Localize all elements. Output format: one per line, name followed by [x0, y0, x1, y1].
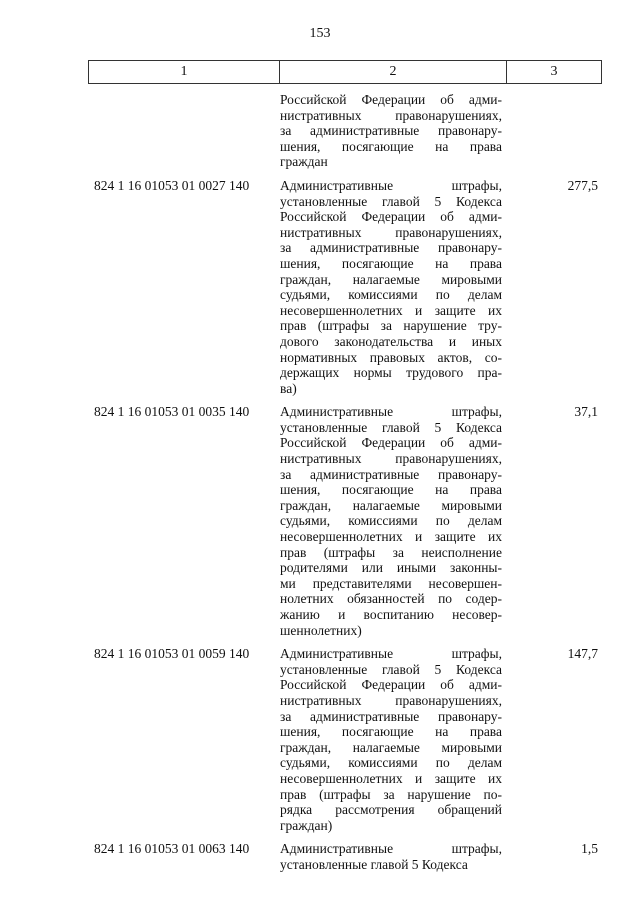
description-line: шения, посягающие на права — [280, 255, 502, 271]
description-line: граждан, налагаемые мировыми — [280, 739, 502, 755]
description-line: Административные штрафы, — [280, 404, 502, 420]
description-line: шения, посягающие на права — [280, 482, 502, 498]
header-col-2: 2 — [280, 61, 507, 84]
amount: 1,5 — [581, 841, 598, 857]
description-line: шеннолетних) — [280, 622, 362, 638]
description-line: ми представителями несовершен- — [280, 575, 502, 591]
description-line: за административные правонару- — [280, 240, 502, 256]
description-line: рядка рассмотрения обращений — [280, 802, 502, 818]
amount: 147,7 — [567, 646, 598, 662]
budget-code: 824 1 16 01053 01 0063 140 — [94, 841, 250, 857]
description-line: родителями или иными законны- — [280, 560, 502, 576]
amount: 37,1 — [574, 404, 598, 420]
row-description — [280, 92, 502, 170]
description-line: прав (штрафы за нарушение тру- — [280, 318, 502, 334]
description-line: несовершеннолетних и защите их — [280, 529, 502, 545]
page-number: 153 — [309, 26, 331, 41]
row-description — [280, 404, 502, 638]
table-body — [88, 92, 602, 873]
budget-code: 824 1 16 01053 01 0035 140 — [94, 404, 250, 420]
amount: 277,5 — [567, 177, 598, 193]
description-line: держащих нормы трудового пра- — [280, 365, 502, 381]
description-line: нистративных правонарушениях, — [280, 692, 502, 708]
description-line: установленные главой 5 Кодекса — [280, 661, 502, 677]
description-line: дового законодательства и иных — [280, 333, 502, 349]
table-row — [88, 646, 602, 833]
description-line: Российской Федерации об адми- — [280, 677, 502, 693]
description-line: за административные правонару- — [280, 466, 502, 482]
description-line: прав (штрафы за неисполнение — [280, 544, 502, 560]
row-description — [280, 178, 502, 396]
description-line: несовершеннолетних и защите их — [280, 302, 502, 318]
row-description — [280, 841, 502, 872]
table-row — [88, 92, 602, 170]
budget-code: 824 1 16 01053 01 0027 140 — [94, 177, 250, 193]
description-line: нолетних обязанностей по содер- — [280, 591, 502, 607]
description-line: нистративных правонарушениях, — [280, 224, 502, 240]
table-row — [88, 841, 602, 872]
table-header — [88, 60, 602, 84]
description-line: установленные главой 5 Кодекса — [280, 193, 502, 209]
description-line: жанию и воспитанию несовер- — [280, 607, 502, 622]
budget-code: 824 1 16 01053 01 0059 140 — [94, 646, 250, 662]
table-row — [88, 178, 602, 396]
description-line: граждан) — [280, 817, 333, 833]
description-line: несовершеннолетних и защите их — [280, 770, 502, 786]
description-line: Российской Федерации об адми- — [280, 209, 502, 225]
description-line: Российской Федерации об адми- — [280, 435, 502, 451]
description-line: установленные главой 5 Кодекса — [280, 856, 468, 872]
description-line: судьями, комиссиями по делам — [280, 287, 502, 303]
description-line: прав (штрафы за нарушение по- — [280, 786, 502, 802]
description-line: граждан, налагаемые мировыми — [280, 497, 502, 513]
description-line: нистративных правонарушениях, — [280, 451, 502, 467]
table-row — [88, 404, 602, 638]
description-line: нормативных правовых актов, со- — [280, 349, 502, 365]
description-line: Административные штрафы, — [280, 177, 502, 193]
description-line: установленные главой 5 Кодекса — [280, 419, 502, 435]
description-line: шения, посягающие на права — [280, 138, 502, 154]
header-col-1: 1 — [89, 61, 280, 84]
description-line: нистративных правонарушениях, — [280, 107, 502, 123]
description-line: за административные правонару- — [280, 708, 502, 724]
description-line: ва) — [280, 380, 297, 396]
description-line: граждан — [280, 154, 328, 170]
row-description — [280, 646, 502, 833]
description-line: за административные правонару- — [280, 123, 502, 139]
header-col-3: 3 — [507, 61, 602, 84]
description-line: Административные штрафы, — [280, 646, 502, 662]
description-line: Российской Федерации об адми- — [280, 92, 502, 107]
description-line: граждан, налагаемые мировыми — [280, 271, 502, 287]
description-line: Административные штрафы, — [280, 841, 502, 857]
description-line: шения, посягающие на права — [280, 724, 502, 740]
description-line: судьями, комиссиями по делам — [280, 513, 502, 529]
description-line: судьями, комиссиями по делам — [280, 755, 502, 771]
